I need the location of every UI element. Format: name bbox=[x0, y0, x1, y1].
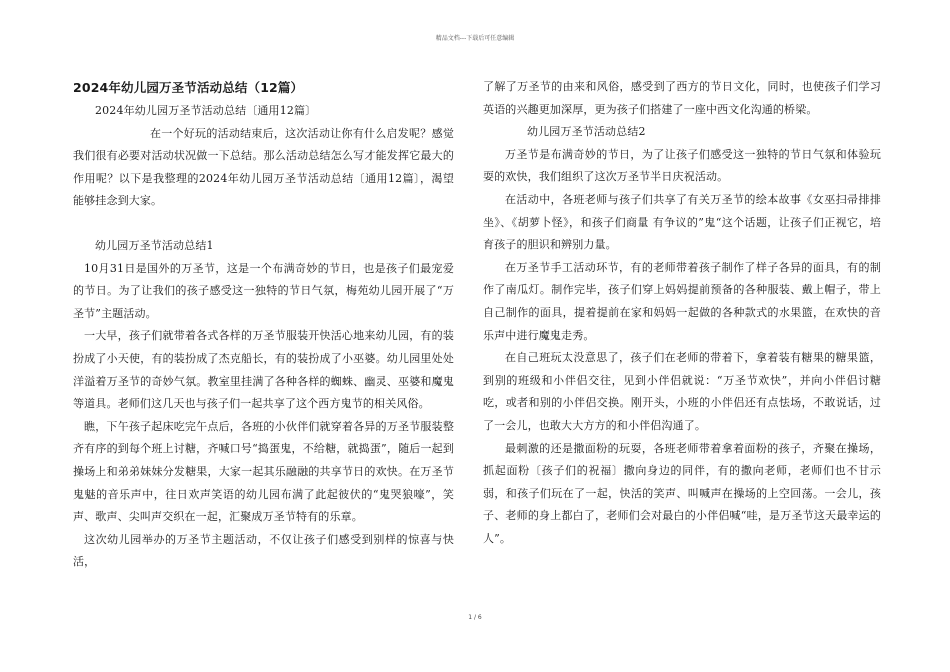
paragraph: 这次幼儿园举办的万圣节主题活动，不仅让孩子们感受到别样的惊喜与快活， bbox=[73, 532, 454, 569]
paragraph: 瞧，下午孩子起床吃完午点后，各班的小伙伴们就穿着各异的万圣节服装整齐有序的到每个班上讨糖，齐喊口号“捣蛋鬼，不给糖，就捣蛋”，随后一起到操场上和弟弟妹妹分发糖果，大家一起其乐融融的共享节日的欢快。在万圣节鬼魅的音乐声中，往日欢声笑语的幼儿园布满了此起彼伏的“鬼哭狼嚎”，笑声、歌声、尖叫声交织在一起，汇聚成万圣节特有的乐章。 bbox=[73, 419, 454, 524]
right-column bbox=[483, 76, 881, 550]
paragraph: 在万圣节手工活动环节，有的老师带着孩子制作了样子各异的面具，有的制作了南瓜灯。制作完毕，孩子们穿上妈妈提前预备的各种服装、戴上帽子，带上自己制作的面具，提着提前在家和妈妈一起做的各种款式的水果篮，在欢快的音乐声中进行魔鬼走秀。 bbox=[483, 260, 881, 342]
paragraph: 万圣节是布满奇妙的节日，为了让孩子们感受这一独特的节日气氛和体验玩耍的欢快，我们组织了这次万圣节半日庆祝活动。 bbox=[483, 147, 881, 184]
intro-paragraph: 在一个好玩的活动结束后，这次活动让你有什么启发呢？感觉我们很有必要对活动状况做一下总结。那么活动总结怎么写才能发挥它最大的作用呢？以下是我整理的2024年幼儿园万圣节活动总结〔通用12篇〕，渴望能够挂念到大家。 bbox=[73, 126, 454, 208]
section-heading-2: 幼儿园万圣节活动总结2 bbox=[527, 125, 646, 139]
paragraph: 10月31日是国外的万圣节，这是一个布满奇妙的节日，也是孩子们最宠爱的节日。为了让我们的孩子感受这一独特的节日气氛，梅苑幼儿园开展了“万圣节”主题活动。 bbox=[73, 261, 454, 320]
paragraph: 最刺激的还是撒面粉的玩耍，各班老师带着拿着面粉的孩子，齐聚在操场，抓起面粉〔孩子们的祝福〕撒向身边的同伴，有的撒向老师，老师们也不甘示弱，和孩子们玩在了一起，快活的笑声、叫喊声在操场的上空回荡。一会儿，孩子、老师的身上都白了，老师们会对最白的小伴侣喊“哇，是万圣节这天最幸运的人”。 bbox=[483, 441, 881, 545]
document-title: 2024年幼儿园万圣节活动总结（12篇） bbox=[73, 80, 304, 95]
paragraph: 在活动中，各班老师与孩子们共享了有关万圣节的绘本故事《女巫扫帚排排坐》、《胡萝卜怪》，和孩子们商量 有争议的”鬼“这个话题，让孩子们正视它，培育孩子的胆识和辨别力量。 bbox=[483, 192, 881, 252]
left-column bbox=[73, 76, 454, 574]
document-subtitle: 2024年幼儿园万圣节活动总结〔通用12篇〕 bbox=[95, 104, 317, 117]
paragraph: 了解了万圣节的由来和风俗，感受到了西方的节日文化，同时，也使孩子们学习英语的兴趣更加深厚，更为孩子们搭建了一座中西文化沟通的桥梁。 bbox=[483, 80, 881, 116]
page-number: 1 / 6 bbox=[468, 614, 482, 621]
section-heading-1: 幼儿园万圣节活动总结1 bbox=[95, 238, 214, 252]
paragraph: 一大早，孩子们就带着各式各样的万圣节服装开快活心地来幼儿园，有的装扮成了小天使，有的装扮成了杰克船长，有的装扮成了小巫婆。幼儿园里处处洋溢着万圣节的奇妙气氛。教室里挂满了各种各样的蜘蛛、幽灵、巫婆和魔鬼等道具。老师们这几天也与孩子们一起共享了这个西方鬼节的相关风俗。 bbox=[73, 329, 454, 411]
page-header: 精品文档---下载后可任意编辑 bbox=[435, 35, 515, 42]
paragraph: 在自己班玩太没意思了，孩子们在老师的带着下，拿着装有糖果的糖果篮，到别的班级和小伴侣交往，见到小伴侣就说：“万圣节欢快”，并向小伴侣讨糖吃，或者和别的小伴侣交换。刚开头，小班的小伴侣还有点怯场，不敢说话，过了一会儿，也敢大大方方的和小伴侣沟通了。 bbox=[483, 351, 881, 432]
